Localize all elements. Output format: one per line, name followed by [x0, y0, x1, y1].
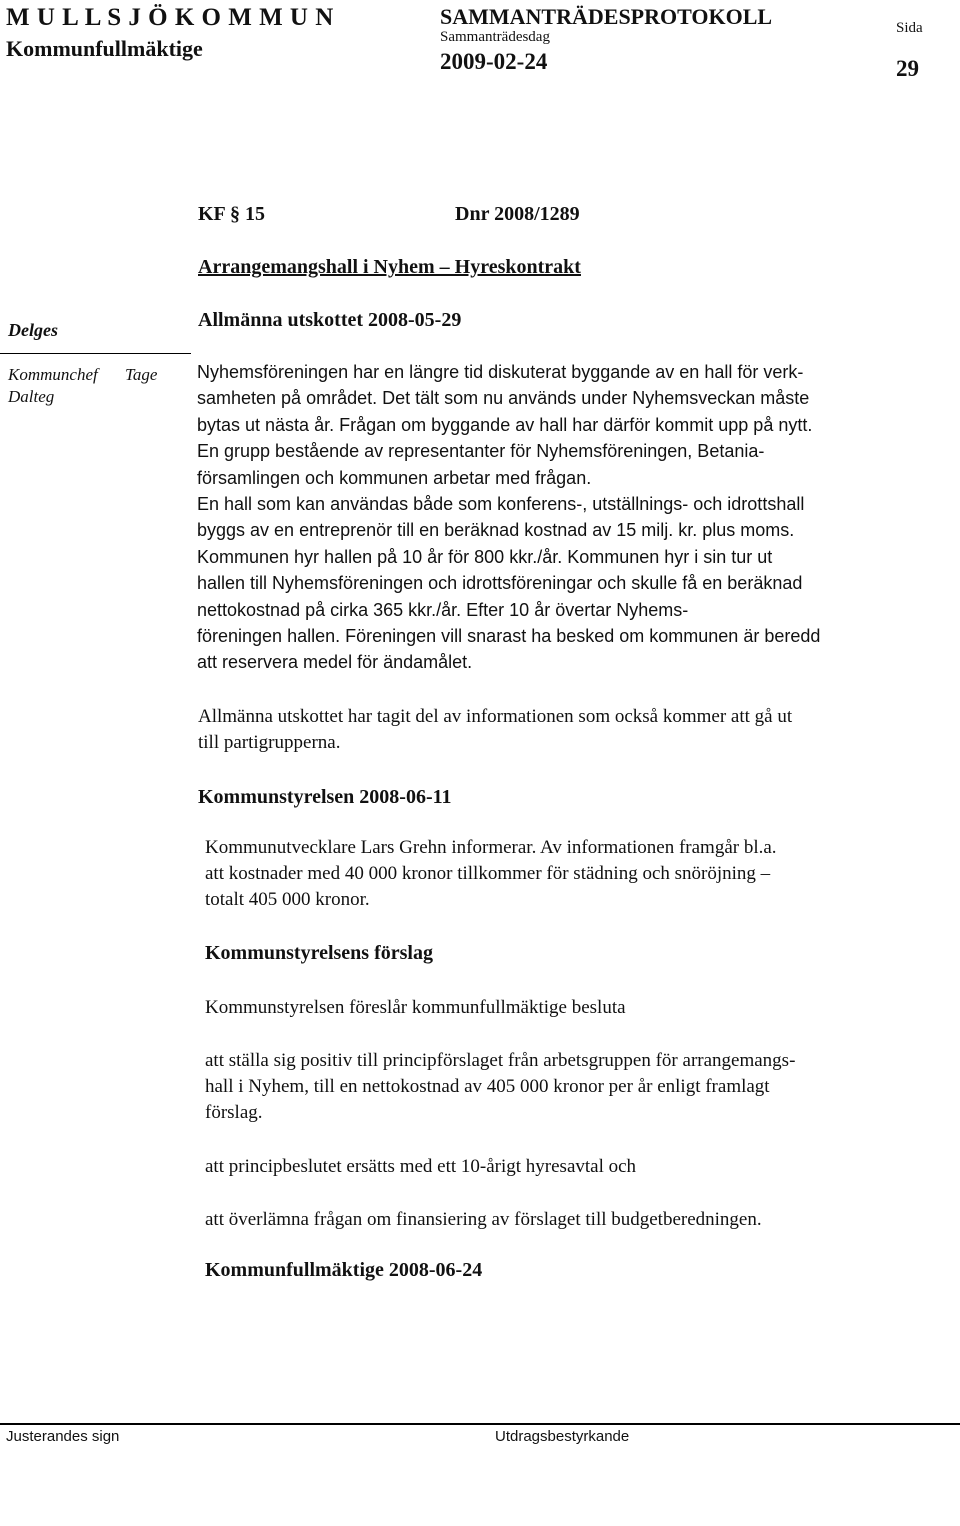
text-line: Kommunen hyr hallen på 10 år för 800 kkr./år. Kommunen hyr i sin tur ut [197, 546, 773, 567]
footer-utdragsbestyrkande: Utdragsbestyrkande [495, 1428, 630, 1445]
text-line: församlingen och kommunen arbetar med frågan. [197, 467, 592, 488]
proposal-intro: Kommunstyrelsen föreslår kommunfullmäktige besluta [205, 997, 626, 1018]
text-line: nettokostnad på cirka 365 kkr./år. Efter 10 år övertar Nyhems- [197, 599, 689, 620]
section-number [198, 203, 265, 226]
text-line: förslag. [205, 1102, 263, 1123]
au-info-paragraph [198, 704, 792, 756]
footer-justerandes-sign: Justerandes sign [6, 1428, 120, 1445]
ks-heading: Kommunstyrelsen 2008-06-11 [198, 786, 452, 808]
text-line: byggs av en entreprenör till en beräknad kostnad av 15 milj. kr. plus moms. [197, 520, 795, 541]
proposal-heading: Kommunstyrelsens förslag [205, 942, 433, 964]
ks-paragraph [205, 835, 777, 913]
assembly-name: Kommunfullmäktige [6, 36, 203, 61]
proposal-item-1 [205, 1048, 795, 1126]
text-line: En grupp bestående av representanter för Nyhemsföreningen, Betania- [197, 441, 765, 462]
kf-number: 15 [245, 203, 266, 225]
text-line: bytas ut nästa år. Frågan om byggande av hall har därför kommit upp på nytt. [197, 414, 813, 435]
footer-rule [0, 1423, 960, 1425]
page-number: 29 [896, 56, 919, 81]
meeting-date-label: Sammanträdesdag [440, 29, 550, 45]
text-line: Nyhemsföreningen har en längre tid diskuterat byggande av en hall för verk- [197, 362, 804, 382]
proposal-item-2: att principbeslutet ersätts med ett 10-årigt hyresavtal och [205, 1156, 637, 1177]
section-sign: § [230, 203, 241, 225]
text-line: att reservera medel för ändamålet. [197, 652, 473, 673]
au-paragraph [197, 359, 820, 676]
text-line: hallen till Nyhemsföreningen och idrottsföreningar och skulle få en beräknad [197, 573, 803, 594]
recipient-last-name: Dalteg [8, 387, 55, 406]
kf-heading: Kommunfullmäktige 2008-06-24 [205, 1259, 483, 1281]
meeting-date: 2009-02-24 [440, 49, 548, 74]
recipient-first-name: Tage [125, 365, 158, 384]
text-line: Allmänna utskottet har tagit del av informationen som också kommer att gå ut [198, 706, 793, 727]
text-line: En hall som kan användas både som konferens-, utställnings- och idrottshall [197, 494, 805, 515]
sidebar-divider [0, 353, 191, 354]
page-label: Sida [896, 20, 923, 36]
text-line: att kostnader med 40 000 kronor tillkommer för städning och snöröjning – [205, 863, 771, 884]
text-line: föreningen hallen. Föreningen vill snarast ha besked om kommunen är beredd [197, 626, 821, 647]
au-heading: Allmänna utskottet 2008-05-29 [198, 309, 462, 331]
kf-label: KF [198, 203, 226, 225]
recipient-title: Kommunchef [8, 365, 98, 384]
case-title: Arrangemangshall i Nyhem – Hyreskontrakt [198, 256, 581, 278]
text-line: att ställa sig positiv till principförslaget från arbetsgruppen för arrangemangs- [205, 1050, 796, 1071]
distribution-label: Delges [8, 320, 58, 340]
text-line: Kommunutvecklare Lars Grehn informerar. Av informationen framgår bl.a. [205, 837, 777, 858]
text-line: till partigrupperna. [198, 732, 341, 753]
municipality-name: M U L L S J Ö K O M M U N [6, 4, 334, 31]
document-type: SAMMANTRÄDESPROTOKOLL [440, 4, 773, 29]
text-line: hall i Nyhem, till en nettokostnad av 405 000 kronor per år enligt framlagt [205, 1076, 770, 1097]
diary-number: Dnr 2008/1289 [455, 203, 580, 225]
text-line: samheten på området. Det tält som nu används under Nyhemsveckan måste [197, 388, 810, 409]
text-line: totalt 405 000 kronor. [205, 889, 370, 910]
proposal-item-3: att överlämna frågan om finansiering av förslaget till budgetberedningen. [205, 1209, 762, 1230]
